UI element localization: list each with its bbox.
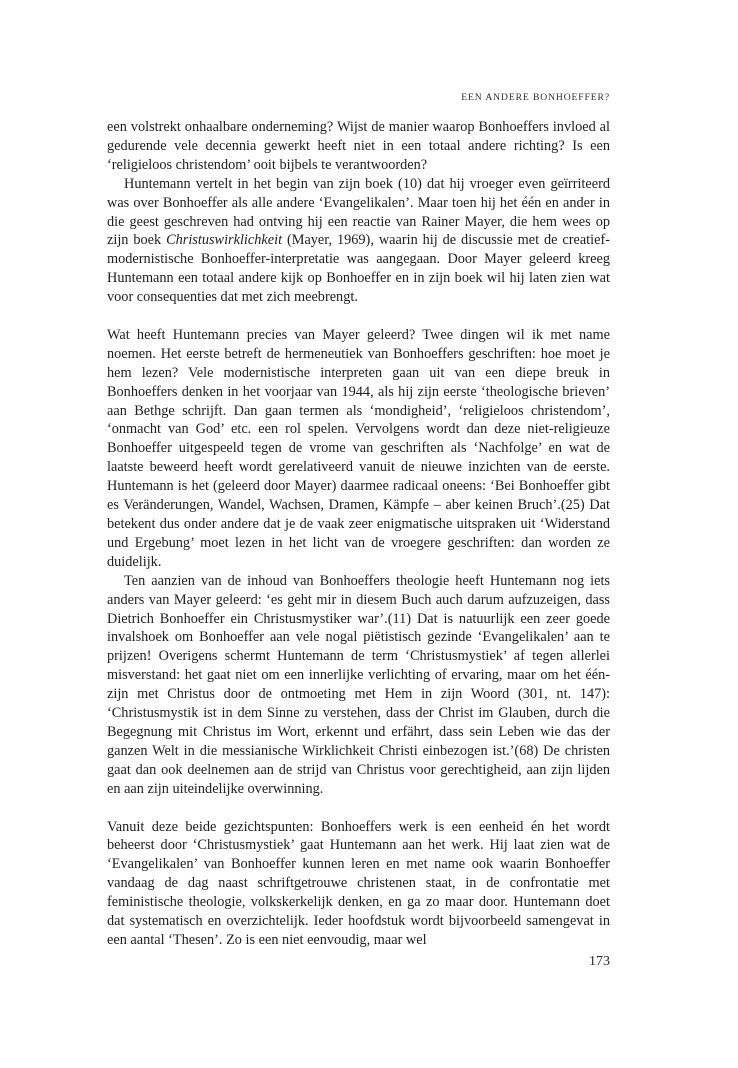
book-title-christuswirklichkeit: Christuswirklichkeit (166, 232, 283, 249)
paragraph-1: een volstrekt onhaalbare onderneming? Wijst de manier waarop Bonhoeffers invloed al gedurende vele decennia gewerkt heeft niet in een totaal andere richting? Is een ‘religieloos christendom’ ooit bijbels te verantwoorden? (107, 119, 610, 173)
paragraph-2-part-a: Huntemann vertelt in het begin van zijn boek (10) dat hij vroeger even geïrriteerd was over Bonhoeffer als alle andere ‘Evangelikalen’. Maar toen hij het één en ander in die geest geschreven had ontving hij een reactie van Rainer Mayer, die hem wees op zijn boek (107, 175, 610, 249)
paragraph-2-part-b: (Mayer, 1969), waarin hij de discussie met de creatief-modernistische Bonhoeffer-interpretatie was aangegaan. Door Mayer geleerd kreeg Huntemann een totaal andere kijk op Bonhoeffer en in zijn boek wil hij laten zien wat voor consequenties dat met zich meebrengt. (107, 232, 610, 306)
running-head: EEN ANDERE BONHOEFFER? (461, 92, 610, 103)
page-number: 173 (589, 954, 610, 969)
paragraph-4: Ten aanzien van de inhoud van Bonhoeffers theologie heeft Huntemann nog iets anders van Mayer geleerd: ‘es geht mir in diesem Buch auch darum aufzuzeigen, dass Dietrich Bonhoeffer ein Christusmystiker war’.(11) Dat is natuurlijk een zeer goede invalshoek om Bonhoeffer aan vele nogal piëtistisch gezinde ‘Evangelikalen’ aan te prijzen! Overigens schermt Huntemann de term ‘Christusmystiek’ af tegen allerlei misverstand: het gaat niet om een innerlijke verlichting of ervaring, maar om het één-zijn met Christus door de ontmoeting met Hem in zijn Woord (301, nt. 147): ‘Christusmystik ist in dem Sinne zu verstehen, dass der Christ im Glauben, durch die Begegnung mit Christus im Wort, erkennt und erfährt, dass sein Leben wie das der ganzen Welt in die messianische Wirklichkeit Christi einbezogen ist.’(68) De christen gaat dan ook deelnemen aan de strijd van Christus voor gerechtigheid, aan zijn lijden en aan zijn uiteindelijke overwinning. (107, 572, 610, 797)
paragraph-5: Vanuit deze beide gezichtspunten: Bonhoeffers werk is een eenheid én het wordt beheerst door ‘Christusmystiek’ gaat Huntemann aan het werk. Hij laat zien wat de ‘Evangelikalen’ van Bonhoeffer kunnen leren en met name ook waarin Bonhoeffer vandaag de dag naast schriftgetrouwe christenen staat, in de confrontatie met feministische theologie, volkskerkelijk denken, en ga zo maar door. Huntemann doet dat systematisch en overzichtelijk. Ieder hoofdstuk wordt bijvoorbeeld samengevat in een aantal ‘Thesen’. Zo is een niet eenvoudig, maar wel (107, 818, 610, 948)
body-text (107, 118, 610, 950)
paragraph-2 (107, 175, 610, 307)
paragraph-3: Wat heeft Huntemann precies van Mayer geleerd? Twee dingen wil ik met name noemen. Het eerste betreft de hermeneutiek van Bonhoeffers geschriften: hoe moet je hem lezen? Vele modernistische interpreten gaan uit van een diepe breuk in Bonhoeffers denken in het voorjaar van 1944, als hij zijn eerste ‘theologische brieven’ aan Bethge schrijft. Dan gaan termen als ‘mondigheid’, ‘religieloos christendom’, ‘onmacht van God’ etc. een rol spelen. Vervolgens wordt dan deze niet-religieuze Bonhoeffer uitgespeeld tegen de vrome van geschriften als ‘Nachfolge’ en wat de laatste beweerd heeft wordt gerelativeerd vanuit de nieuwe inzichten van de eerste. Huntemann is het (geleerd door Mayer) daarmee radicaal oneens: ‘Bei Bonhoeffer gibt es Veränderungen, Wandel, Wachsen, Dramen, Kämpfe – aber keinen Bruch’.(25) Dat betekent dus onder andere dat je de vaak zeer enigmatische uitspraken uit ‘Widerstand und Ergebung’ moet lezen in het licht van de vroegere geschriften: dan worden ze duidelijk. (107, 326, 610, 570)
